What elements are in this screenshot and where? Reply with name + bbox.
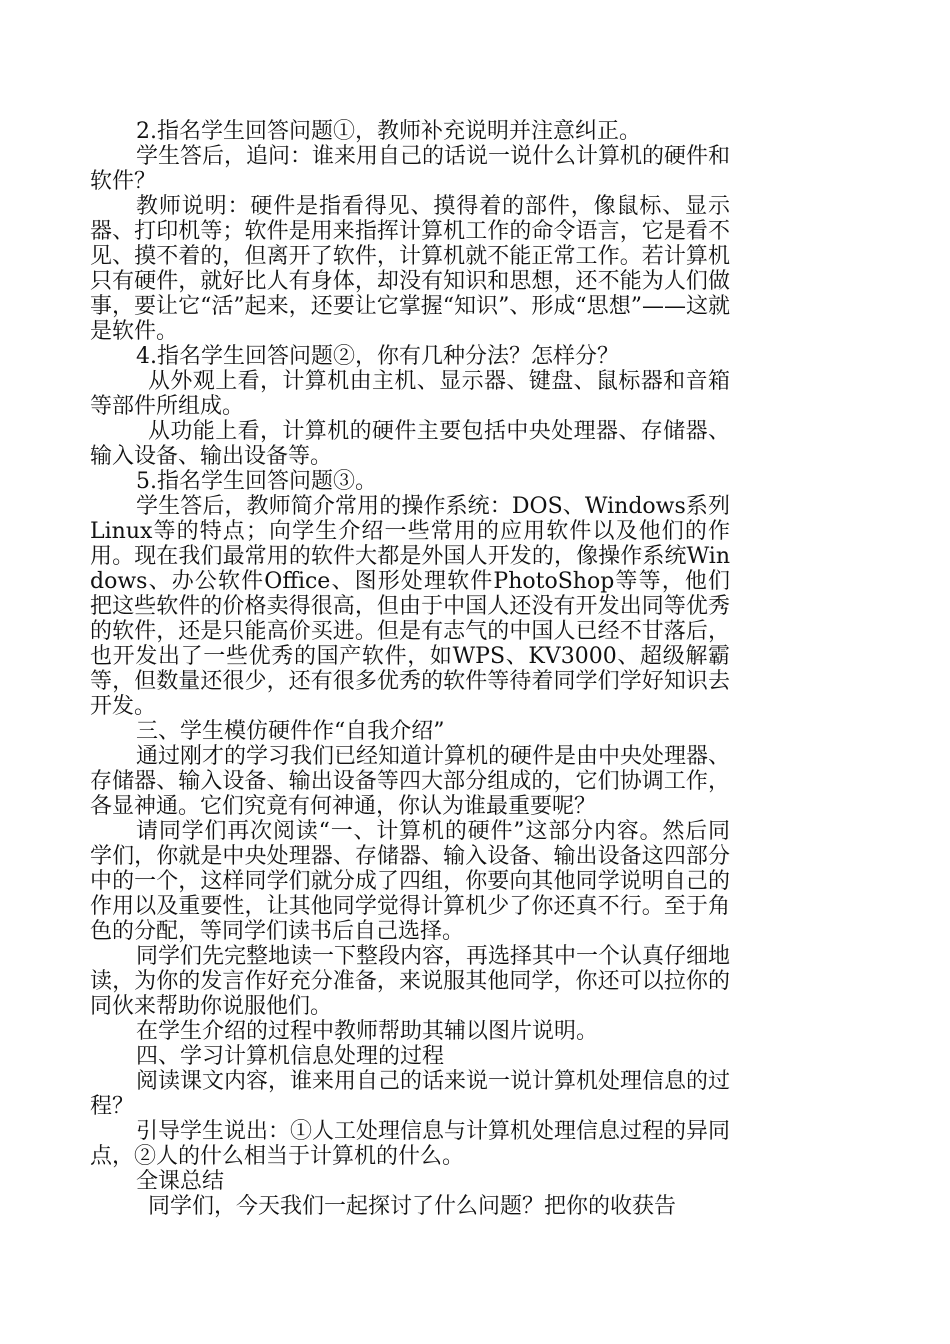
paragraph-read-text: 阅读课文内容，谁来用自己的话来说一说计算机处理信息的过程？ [90,1069,731,1119]
paragraph-reading-assignment: 请同学们再次阅读“一、计算机的硬件”这部分内容。然后同学们，你就是中央处理器、存储器、输入设备、输出设备这四部分中的一个，这样同学们就分成了四组，你要向其他同学说明自己的作用以及重要性，让其他同学觉得计算机少了你还真不行。至于角色的分配，等同学们读书后自己选择。 [90,819,730,944]
section-heading-self-introduction: 三、学生模仿硬件作“自我介绍” [136,719,445,744]
section-heading-information-processing: 四、学习计算机信息处理的过程 [136,1044,445,1069]
paragraph-question-1-review: 2.指名学生回答问题①，教师补充说明并注意纠正。 [136,119,641,144]
paragraph-question-3: 5.指名学生回答问题③。 [136,469,377,494]
paragraph-preparation: 同学们先完整地读一下整段内容，再选择其中一个认真仔细地读，为你的发言作好充分准备，来说服其他同学，你还可以拉你的同伙来帮助你说服他们。 [90,944,731,1019]
paragraph-picture-support: 在学生介绍的过程中教师帮助其辅以图片说明。 [136,1019,599,1044]
paragraph-operating-systems: 学生答后，教师简介常用的操作系统：DOS、Windows系列Linux等的特点；向学生介绍一些常用的应用软件以及他们的作用。现在我们最常用的软件大都是外国人开发的，像操作系统Windows、办公软件Office、图形处理软件PhotoShop等等，他们把这些软件的价格卖得很高，但由于中国人还没有开发出同等优秀的软件，还是只能高价买进。但是有志气的中国人已经不甘落后，也开发出了一些优秀的国产软件，如WPS、KV3000、超级解霸等，但数量还很少，还有很多优秀的软件等待着同学们学好知识去开发。 [90,494,730,719]
document-body [90,119,730,1219]
paragraph-teacher-explanation: 教师说明：硬件是指看得见、摸得着的部件，像鼠标、显示器、打印机等；软件是用来指挥计算机工作的命令语言，它是看不见、摸不着的，但离开了软件，计算机就不能正常工作。若计算机只有硬件，就好比人有身体，却没有知识和思想，还不能为人们做事，要让它“活”起来，还要让它掌握“知识”、形成“思想”——这就是软件。 [90,194,730,344]
paragraph-question-2: 4.指名学生回答问题②，你有几种分法？怎样分？ [136,344,619,369]
paragraph-function-view: 从功能上看，计算机的硬件主要包括中央处理器、存储器、输入设备、输出设备等。 [90,419,730,469]
paragraph-summary-question: 同学们，今天我们一起探讨了什么问题？把你的收获告 [148,1194,677,1219]
paragraph-hardware-components: 通过刚才的学习我们已经知道计算机的硬件是由中央处理器、存储器、输入设备、输出设备等四大部分组成的，它们协调工作，各显神通。它们究竟有何神通，你认为谁最重要呢？ [90,744,731,819]
section-heading-summary: 全课总结 [136,1169,225,1194]
paragraph-guide-students: 引导学生说出：①人工处理信息与计算机处理信息过程的异同点，②人的什么相当于计算机的什么。 [90,1119,731,1169]
paragraph-follow-up-question: 学生答后，追问：谁来用自己的话说一说什么计算机的硬件和软件？ [90,144,731,194]
paragraph-appearance-view: 从外观上看，计算机由主机、显示器、键盘、鼠标器和音箱等部件所组成。 [90,369,730,419]
